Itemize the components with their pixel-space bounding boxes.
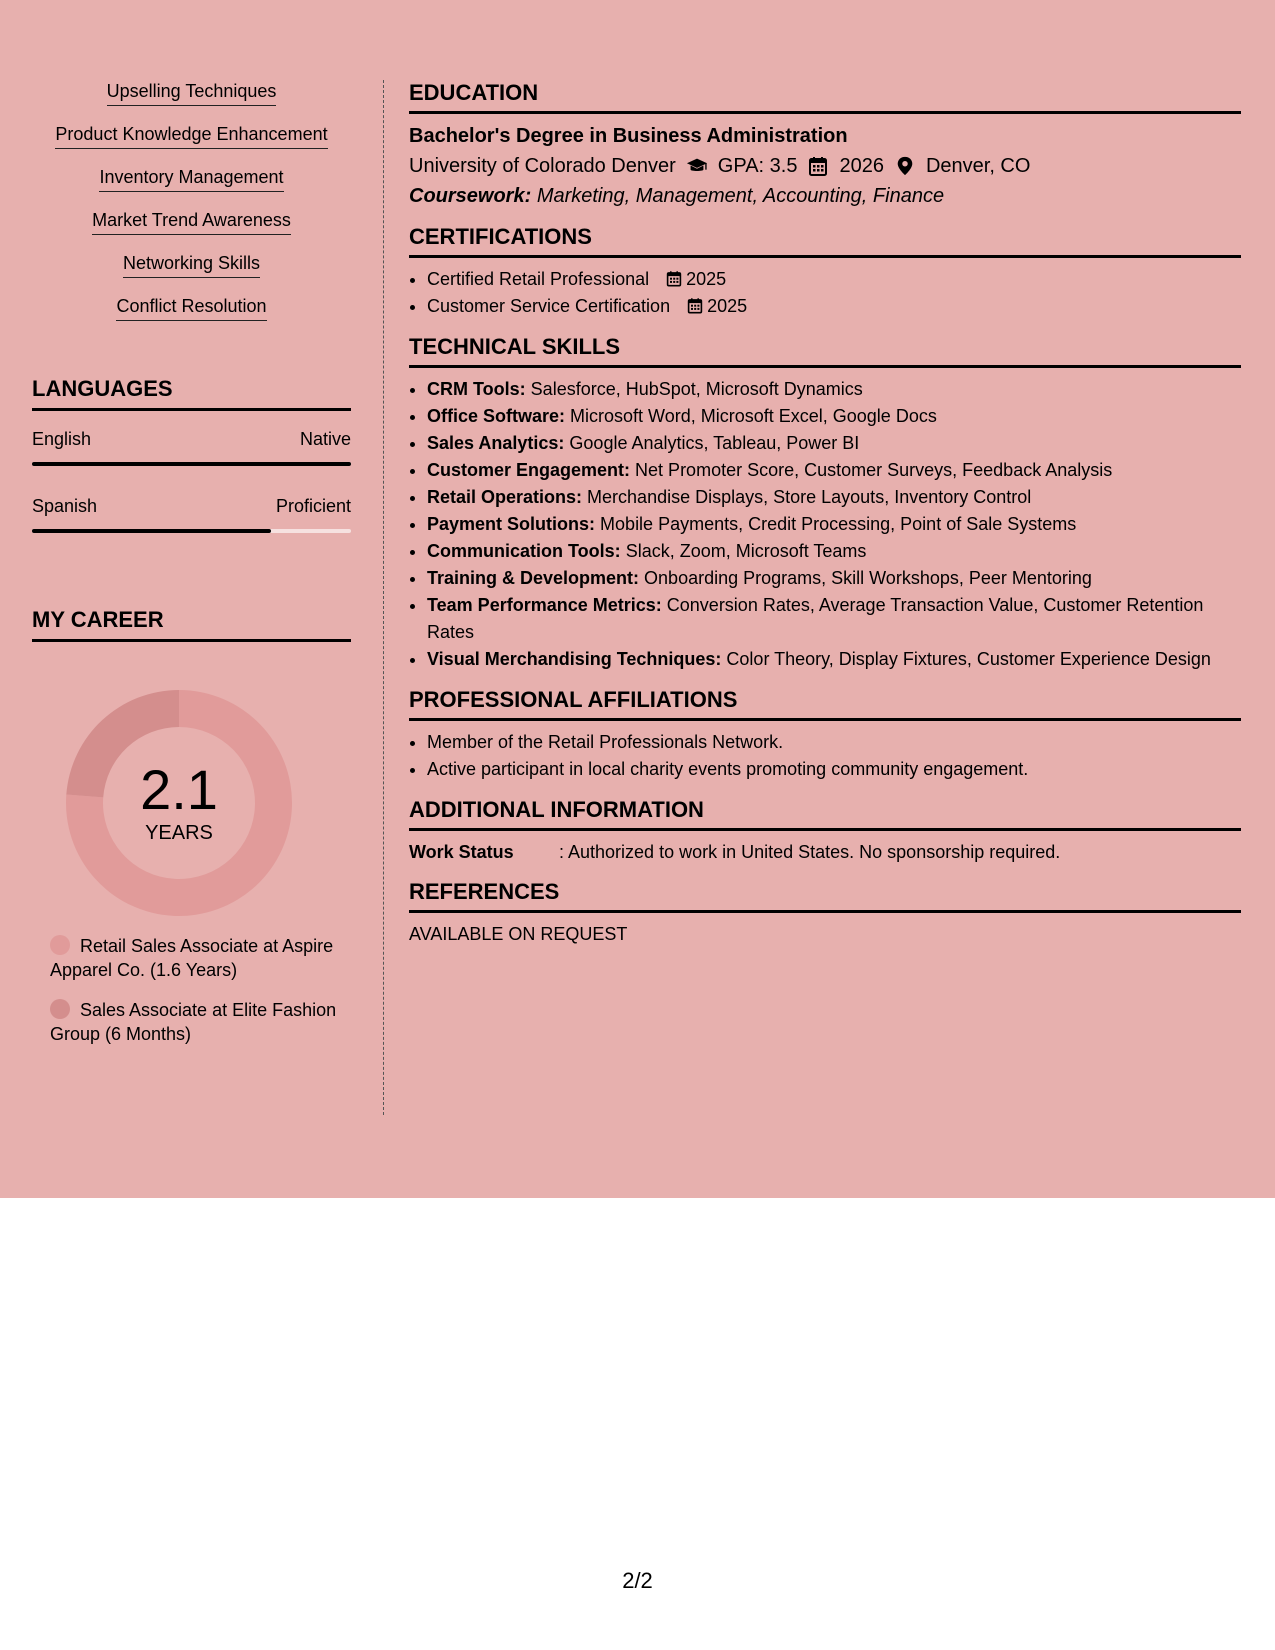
affiliation-item: • Active participant in local charity events promoting community engagement. <box>427 756 1241 783</box>
language-english <box>32 429 351 466</box>
additional-info-section <box>409 797 1241 865</box>
certification-name: Certified Retail Professional <box>427 269 650 289</box>
language-level-fill <box>32 462 351 466</box>
section-title: REFERENCES <box>409 879 1241 913</box>
main-content <box>409 80 1241 961</box>
skill-values: Conversion Rates, Average Transaction Value, Customer Retention Rates <box>427 595 1204 642</box>
technical-skill-item <box>427 511 1241 538</box>
skill-values: Merchandise Displays, Store Layouts, Inventory Control <box>587 487 1032 507</box>
certification-item <box>427 293 1241 320</box>
school-name: University of Colorado Denver <box>409 155 676 177</box>
language-name: English <box>32 429 92 449</box>
sidebar <box>32 80 351 1046</box>
language-level-bar <box>32 529 351 533</box>
graduation-cap-icon <box>686 156 708 176</box>
technical-skill-item <box>427 376 1241 403</box>
career-unit: YEARS <box>145 822 213 844</box>
work-status-label: Work Status <box>409 842 514 862</box>
skill-category: Sales Analytics: <box>427 433 565 453</box>
references-text: AVAILABLE ON REQUEST <box>409 924 628 944</box>
coursework-label: Coursework: <box>409 185 532 207</box>
career-donut <box>64 688 294 918</box>
graduation-year: 2026 <box>839 155 884 177</box>
skill-values: Net Promoter Score, Customer Surveys, Feedback Analysis <box>635 460 1113 480</box>
references-section <box>409 879 1241 947</box>
certification-name: Customer Service Certification <box>427 296 671 316</box>
skill-category: Team Performance Metrics: <box>427 595 662 615</box>
certifications-list <box>409 266 1241 320</box>
technical-skill-item <box>427 565 1241 592</box>
languages-heading: LANGUAGES <box>32 376 351 411</box>
gpa: GPA: 3.5 <box>717 155 798 177</box>
skill-item: Market Trend Awareness <box>92 209 291 235</box>
skill-values: Google Analytics, Tableau, Power BI <box>569 433 860 453</box>
legend-dot <box>50 935 70 955</box>
career-heading: MY CAREER <box>32 607 351 642</box>
skill-values: Onboarding Programs, Skill Workshops, Peer Mentoring <box>644 568 1092 588</box>
language-level-fill <box>32 529 271 533</box>
technical-skill-item <box>427 457 1241 484</box>
location: Denver, CO <box>925 155 1031 177</box>
technical-skill-item <box>427 646 1241 673</box>
legend-dot <box>50 999 70 1019</box>
skill-category: CRM Tools: <box>427 379 526 399</box>
section-title: EDUCATION <box>409 80 1241 114</box>
language-spanish <box>32 496 351 533</box>
skill-category: Office Software: <box>427 406 566 426</box>
skill-item: Product Knowledge Enhancement <box>55 123 327 149</box>
affiliations-list <box>409 729 1241 783</box>
section-title: CERTIFICATIONS <box>409 224 1241 258</box>
career-legend-item <box>50 998 351 1046</box>
career-legend-item <box>50 934 351 982</box>
skill-category: Customer Engagement: <box>427 460 631 480</box>
section-title: ADDITIONAL INFORMATION <box>409 797 1241 831</box>
skill-item: Inventory Management <box>99 166 283 192</box>
calendar-icon <box>687 297 703 314</box>
work-status-value: : Authorized to work in United States. No sponsorship required. <box>559 842 1061 862</box>
skill-values: Color Theory, Display Fixtures, Customer Experience Design <box>726 649 1211 669</box>
section-title: TECHNICAL SKILLS <box>409 334 1241 368</box>
career-legend-label: Sales Associate at Elite Fashion Group (6 Months) <box>50 1000 337 1044</box>
technical-skill-item <box>427 538 1241 565</box>
skill-values: Mobile Payments, Credit Processing, Point of Sale Systems <box>600 514 1077 534</box>
skill-category: Training & Development: <box>427 568 640 588</box>
technical-skill-item <box>427 430 1241 457</box>
career-total-years: 2.1 <box>140 758 218 821</box>
education-meta <box>409 150 1241 182</box>
affiliation-item: • Member of the Retail Professionals Network. <box>427 729 1241 756</box>
coursework-list: Marketing, Management, Accounting, Finance <box>536 185 945 207</box>
technical-skill-item <box>427 592 1241 646</box>
education-section <box>409 80 1241 210</box>
coursework <box>409 182 1241 210</box>
degree-title: Bachelor's Degree in Business Administration <box>409 125 848 147</box>
certification-year: 2025 <box>686 269 727 289</box>
certification-year: 2025 <box>707 296 748 316</box>
page-number: 2/2 <box>622 1568 653 1593</box>
calendar-icon <box>807 156 829 176</box>
language-level-bar <box>32 462 351 466</box>
skill-category: Payment Solutions: <box>427 514 596 534</box>
skill-values: Salesforce, HubSpot, Microsoft Dynamics <box>530 379 863 399</box>
skill-category: Visual Merchandising Techniques: <box>427 649 722 669</box>
skill-values: Microsoft Word, Microsoft Excel, Google Docs <box>570 406 937 426</box>
language-name: Spanish <box>32 496 98 516</box>
affiliations-section <box>409 687 1241 783</box>
language-level: Proficient <box>275 496 351 516</box>
work-status-row <box>409 839 1241 865</box>
section-title: PROFESSIONAL AFFILIATIONS <box>409 687 1241 721</box>
technical-skills-section <box>409 334 1241 673</box>
column-divider <box>383 80 384 1115</box>
skill-item: Upselling Techniques <box>107 80 277 106</box>
skill-category: Retail Operations: <box>427 487 583 507</box>
map-pin-icon <box>894 156 916 176</box>
certifications-section <box>409 224 1241 320</box>
language-level: Native <box>299 429 351 449</box>
technical-skills-list <box>409 376 1241 673</box>
skill-category: Communication Tools: <box>427 541 621 561</box>
skills-list <box>32 80 351 338</box>
technical-skill-item <box>427 484 1241 511</box>
skill-item: Networking Skills <box>123 252 260 278</box>
skill-values: Slack, Zoom, Microsoft Teams <box>625 541 867 561</box>
skill-item: Conflict Resolution <box>116 295 266 321</box>
calendar-icon <box>666 270 682 287</box>
technical-skill-item <box>427 403 1241 430</box>
certification-item <box>427 266 1241 293</box>
career-legend-label: Retail Sales Associate at Aspire Apparel Co. (1.6 Years) <box>50 936 334 980</box>
